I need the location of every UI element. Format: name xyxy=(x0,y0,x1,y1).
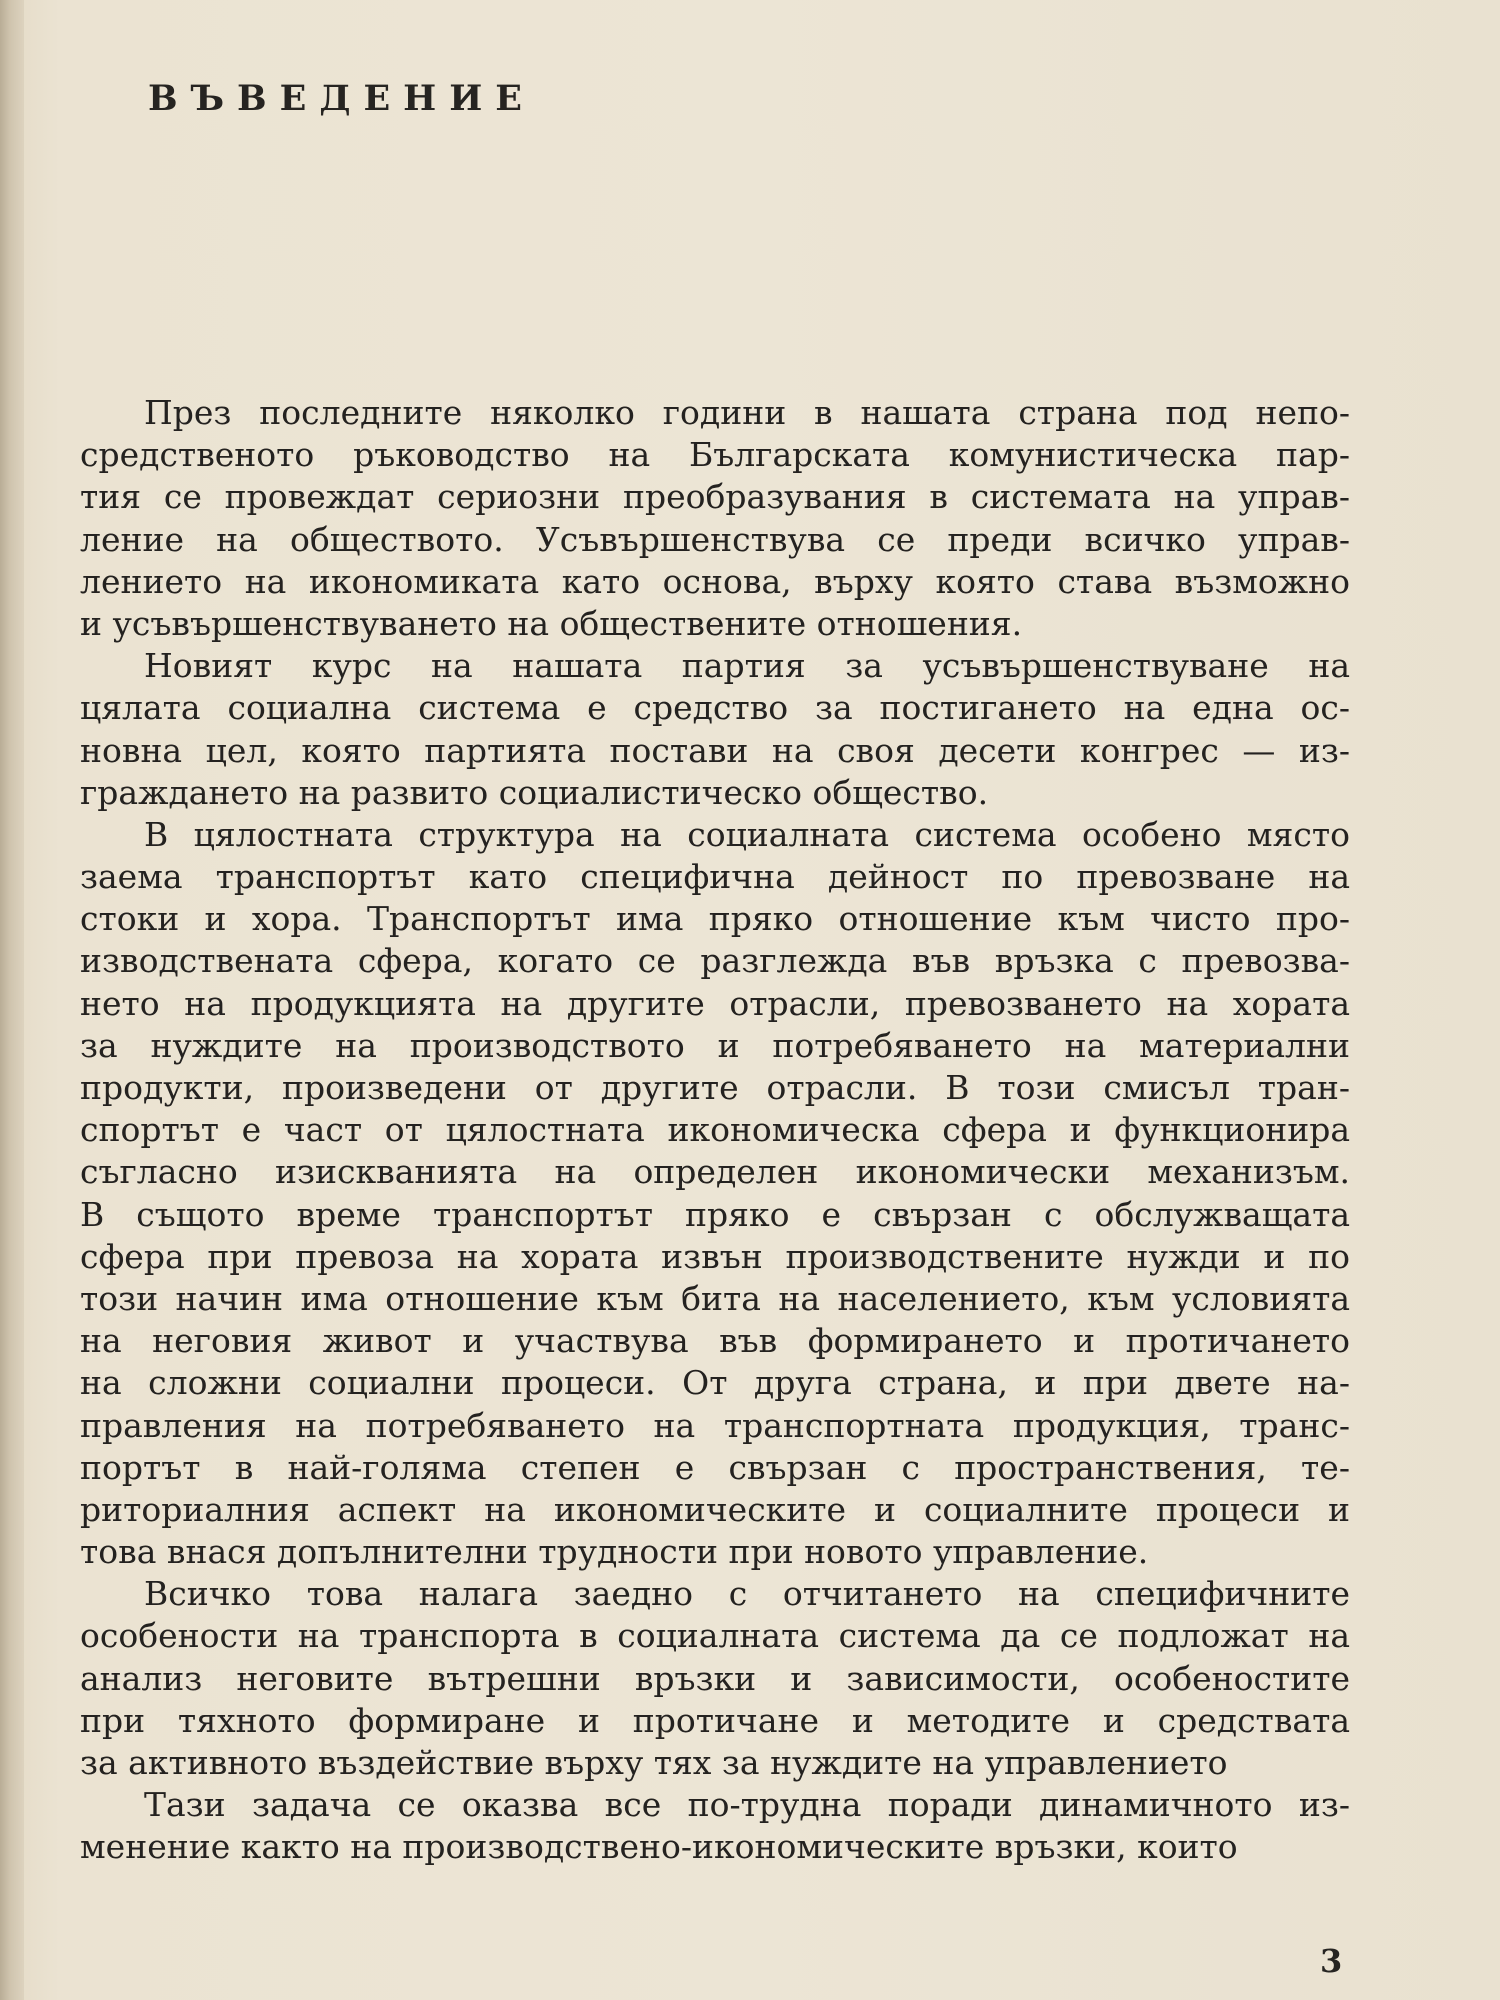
paragraph xyxy=(80,1573,1350,1784)
text-line: портът в най-голяма степен е свързан с пространствения, те- xyxy=(80,1447,1350,1487)
text-line: този начин има отношение към бита на населението, към условията xyxy=(80,1278,1350,1318)
text-line: В същото време транспортът пряко е свързан с обслужващата xyxy=(80,1194,1350,1234)
text-line: стоки и хора. Транспортът има пряко отношение към чисто про- xyxy=(80,899,1350,939)
text-line: цялата социална система е средство за постигането на една ос- xyxy=(80,688,1350,728)
paragraph xyxy=(80,1784,1350,1868)
paragraph xyxy=(80,645,1350,814)
text-line: и усъвършенствуването на обществените отношения. xyxy=(80,603,1023,643)
text-line: правления на потребяването на транспортната продукция, транс- xyxy=(80,1405,1350,1445)
text-line: менение както на производствено-икономическите връзки, които xyxy=(80,1827,1238,1867)
chapter-heading: ВЪВЕДЕНИЕ xyxy=(148,78,535,119)
text-line: анализ неговите вътрешни връзки и зависимости, особеностите xyxy=(80,1658,1350,1698)
text-line: на сложни социални процеси. От друга страна, и при двете на- xyxy=(80,1363,1350,1403)
text-line: съгласно изискванията на определен икономически механизъм. xyxy=(80,1152,1350,1192)
text-line: граждането на развито социалистическо общество. xyxy=(80,772,989,812)
text-line: Новият курс на нашата партия за усъвършенствуване на xyxy=(144,646,1350,686)
text-line: за нуждите на производството и потребяването на материални xyxy=(80,1025,1350,1065)
text-line: продукти, произведени от другите отрасли. В този смисъл тран- xyxy=(80,1068,1350,1107)
text-line: риториалния аспект на икономическите и социалните процеси и xyxy=(80,1489,1350,1529)
text-line: особености на транспорта в социалната система да се подложат на xyxy=(80,1616,1350,1656)
body-text xyxy=(80,392,1350,1869)
text-line: новна цел, която партията постави на своя десети конгрес — из- xyxy=(80,730,1350,770)
paragraph xyxy=(80,814,1350,1573)
text-line: за активното въздействие върху тях за нуждите на управлението xyxy=(80,1743,1228,1782)
text-line: изводствената сфера, когато се разглежда във връзка с превозва- xyxy=(80,941,1350,981)
text-line: Всичко това налага заедно с отчитането на специфичните xyxy=(144,1574,1350,1614)
page-number: 3 xyxy=(1320,1942,1343,1980)
text-line: В цялостната структура на социалната система особено място xyxy=(144,814,1350,854)
text-line: Тази задача се оказва все по-трудна поради динамичното из- xyxy=(144,1785,1350,1825)
text-line: на неговия живот и участвува във формирането и протичането xyxy=(80,1321,1350,1361)
text-line: сфера при превоза на хората извън производствените нужди и по xyxy=(80,1236,1350,1276)
text-line: спортът е част от цялостната икономическа сфера и функционира xyxy=(80,1110,1350,1150)
text-line: при тяхното формиране и протичане и методите и средствата xyxy=(80,1700,1350,1740)
book-spine-edge xyxy=(0,0,24,2000)
text-line: средственото ръководство на Българската комунистическа пар- xyxy=(80,435,1350,475)
text-line: ление на обществото. Усъвършенствува се преди всичко управ- xyxy=(80,519,1350,559)
text-line: това внася допълнителни трудности при новото управление. xyxy=(80,1532,1149,1572)
text-line: тия се провеждат сериозни преобразувания в системата на управ- xyxy=(80,477,1350,517)
text-line: През последните няколко години в нашата страна под непо- xyxy=(144,393,1350,432)
text-line: заема транспортът като специфична дейност по превозване на xyxy=(80,857,1350,897)
text-line: нето на продукцията на другите отрасли, превозването на хората xyxy=(80,983,1350,1023)
paragraph xyxy=(80,392,1350,645)
text-line: лението на икономиката като основа, върху която става възможно xyxy=(80,561,1350,601)
